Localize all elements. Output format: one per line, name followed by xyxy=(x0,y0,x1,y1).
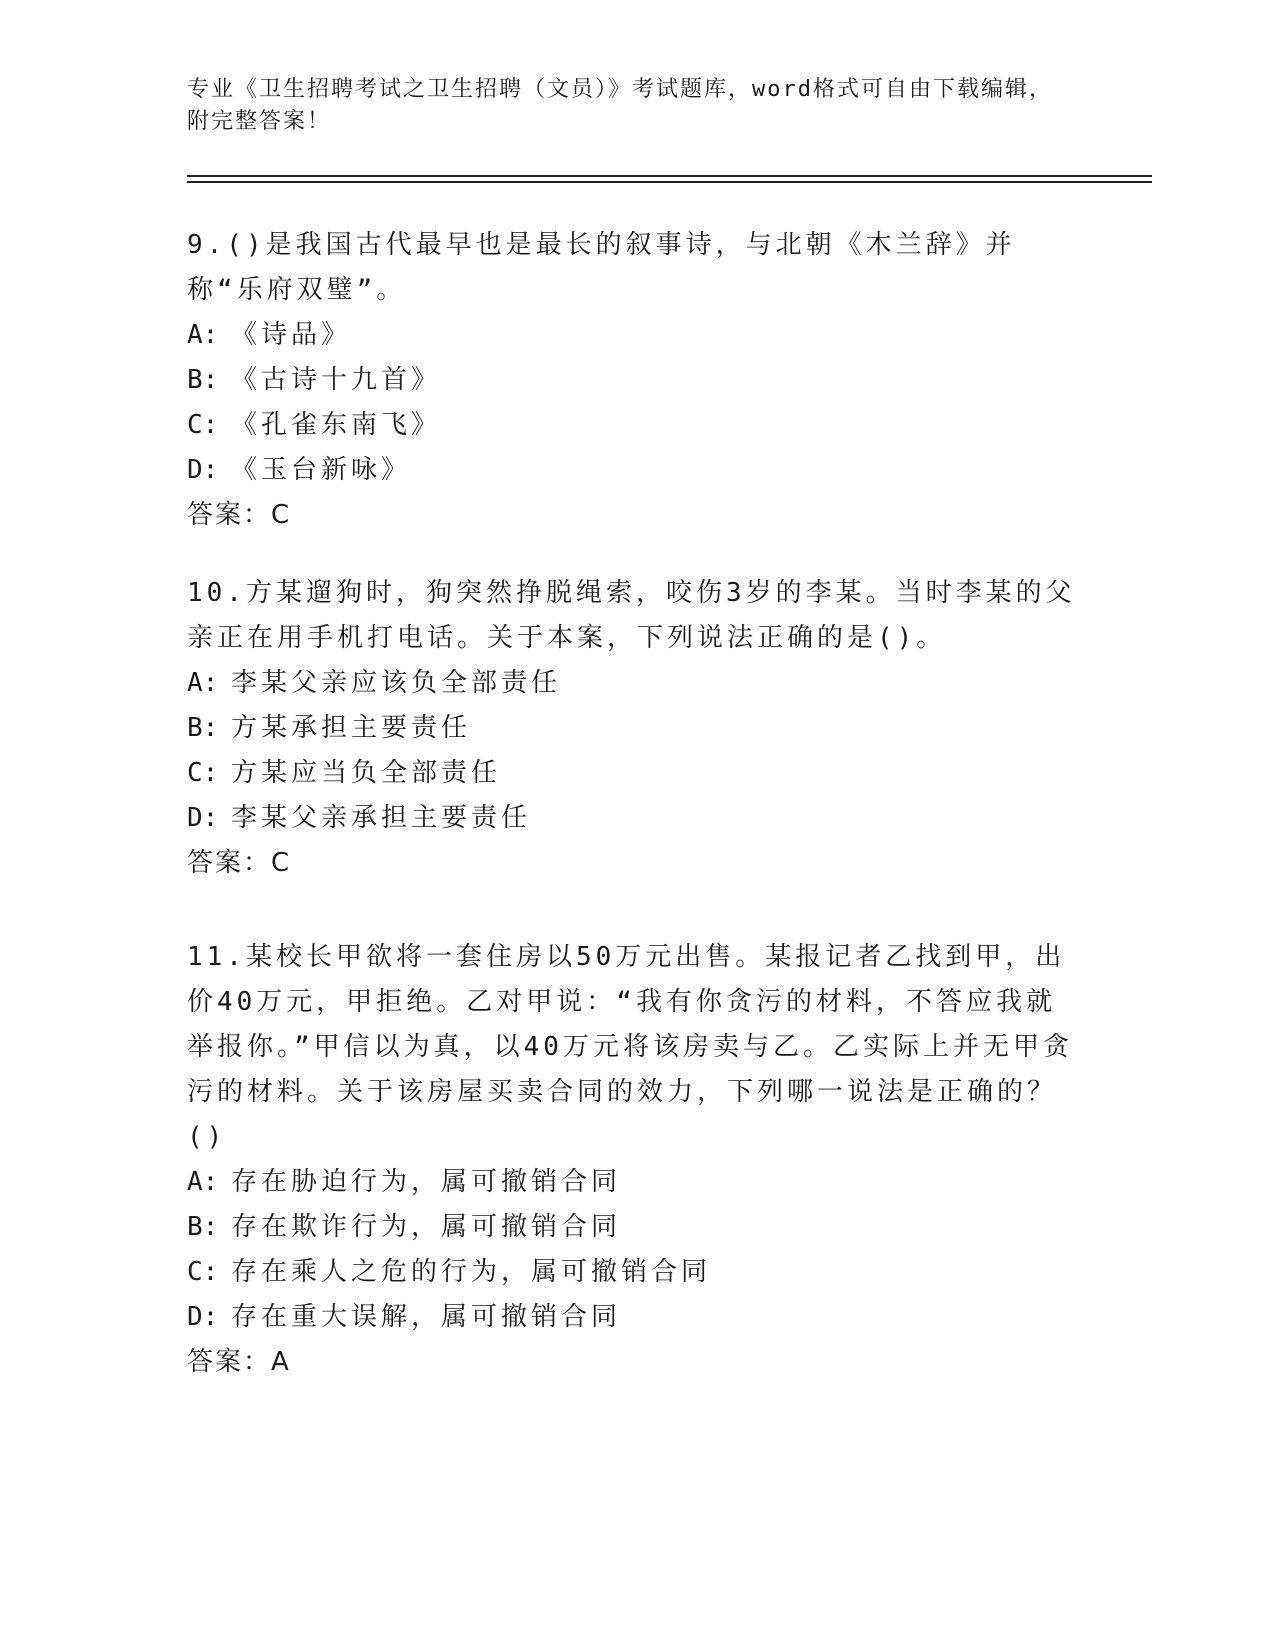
option-text: 李某父亲承担主要责任 xyxy=(231,803,532,833)
option-text: 《玉台新咏》 xyxy=(231,455,412,485)
option-key: C: xyxy=(187,410,219,440)
option-key: B: xyxy=(187,365,219,395)
question-9 xyxy=(187,223,1077,538)
question-stem: 9.()是我国古代最早也是最长的叙事诗，与北朝《木兰辞》并称“乐府双璧”。 xyxy=(187,230,1016,305)
option-key: A: xyxy=(187,320,219,350)
document-header: 专业《卫生招聘考试之卫生招聘（文员）》考试题库，word格式可自由下载编辑，附完整答案！ xyxy=(187,77,1053,134)
answer-label: 答案： xyxy=(187,500,272,530)
question-10 xyxy=(187,571,1077,886)
option-text: 存在欺诈行为，属可撤销合同 xyxy=(231,1212,622,1242)
option-d xyxy=(187,1295,1077,1340)
option-c xyxy=(187,751,1077,796)
option-text: 存在乘人之危的行为，属可撤销合同 xyxy=(231,1257,712,1287)
option-key: C: xyxy=(187,758,219,788)
answer-value: C xyxy=(271,848,291,878)
option-d xyxy=(187,796,1077,841)
option-key: A: xyxy=(187,1167,219,1197)
option-text: 李某父亲应该负全部责任 xyxy=(231,668,562,698)
option-key: B: xyxy=(187,1212,219,1242)
option-key: D: xyxy=(187,455,219,485)
option-b xyxy=(187,1205,1077,1250)
option-key: D: xyxy=(187,1302,219,1332)
answer-value: C xyxy=(271,500,291,530)
question-11 xyxy=(187,935,1077,1385)
answer-label: 答案： xyxy=(187,848,272,878)
question-stem: 10.方某遛狗时，狗突然挣脱绳索，咬伤3岁的李某。当时李某的父亲正在用手机打电话。关于本案，下列说法正确的是()。 xyxy=(187,578,1076,653)
option-a xyxy=(187,313,1077,358)
option-d xyxy=(187,448,1077,493)
option-text: 《孔雀东南飞》 xyxy=(231,410,442,440)
answer-line xyxy=(187,1340,1077,1385)
option-text: 存在重大误解，属可撤销合同 xyxy=(231,1302,622,1332)
option-key: A: xyxy=(187,668,219,698)
option-text: 方某应当负全部责任 xyxy=(231,758,502,788)
answer-line xyxy=(187,493,1077,538)
option-key: B: xyxy=(187,713,219,743)
option-text: 方某承担主要责任 xyxy=(231,713,472,743)
answer-line xyxy=(187,841,1077,886)
option-text: 存在胁迫行为，属可撤销合同 xyxy=(231,1167,622,1197)
header-divider-top xyxy=(187,175,1152,177)
question-stem: 11.某校长甲欲将一套住房以50万元出售。某报记者乙找到甲，出价40万元，甲拒绝。乙对甲说：“我有你贪污的材料，不答应我就举报你。”甲信以为真，以40万元将该房卖与乙。乙实际上并无甲贪污的材料。关于该房屋买卖合同的效力，下列哪一说法是正确的？() xyxy=(187,942,1073,1152)
option-text: 《古诗十九首》 xyxy=(231,365,442,395)
option-key: D: xyxy=(187,803,219,833)
option-key: C: xyxy=(187,1257,219,1287)
option-c xyxy=(187,403,1077,448)
answer-label: 答案： xyxy=(187,1347,272,1377)
option-a xyxy=(187,661,1077,706)
option-a xyxy=(187,1160,1077,1205)
option-text: 《诗品》 xyxy=(231,320,352,350)
option-b xyxy=(187,706,1077,751)
option-b xyxy=(187,358,1077,403)
header-divider-bottom xyxy=(187,181,1152,183)
answer-value: A xyxy=(271,1347,290,1377)
option-c xyxy=(187,1250,1077,1295)
